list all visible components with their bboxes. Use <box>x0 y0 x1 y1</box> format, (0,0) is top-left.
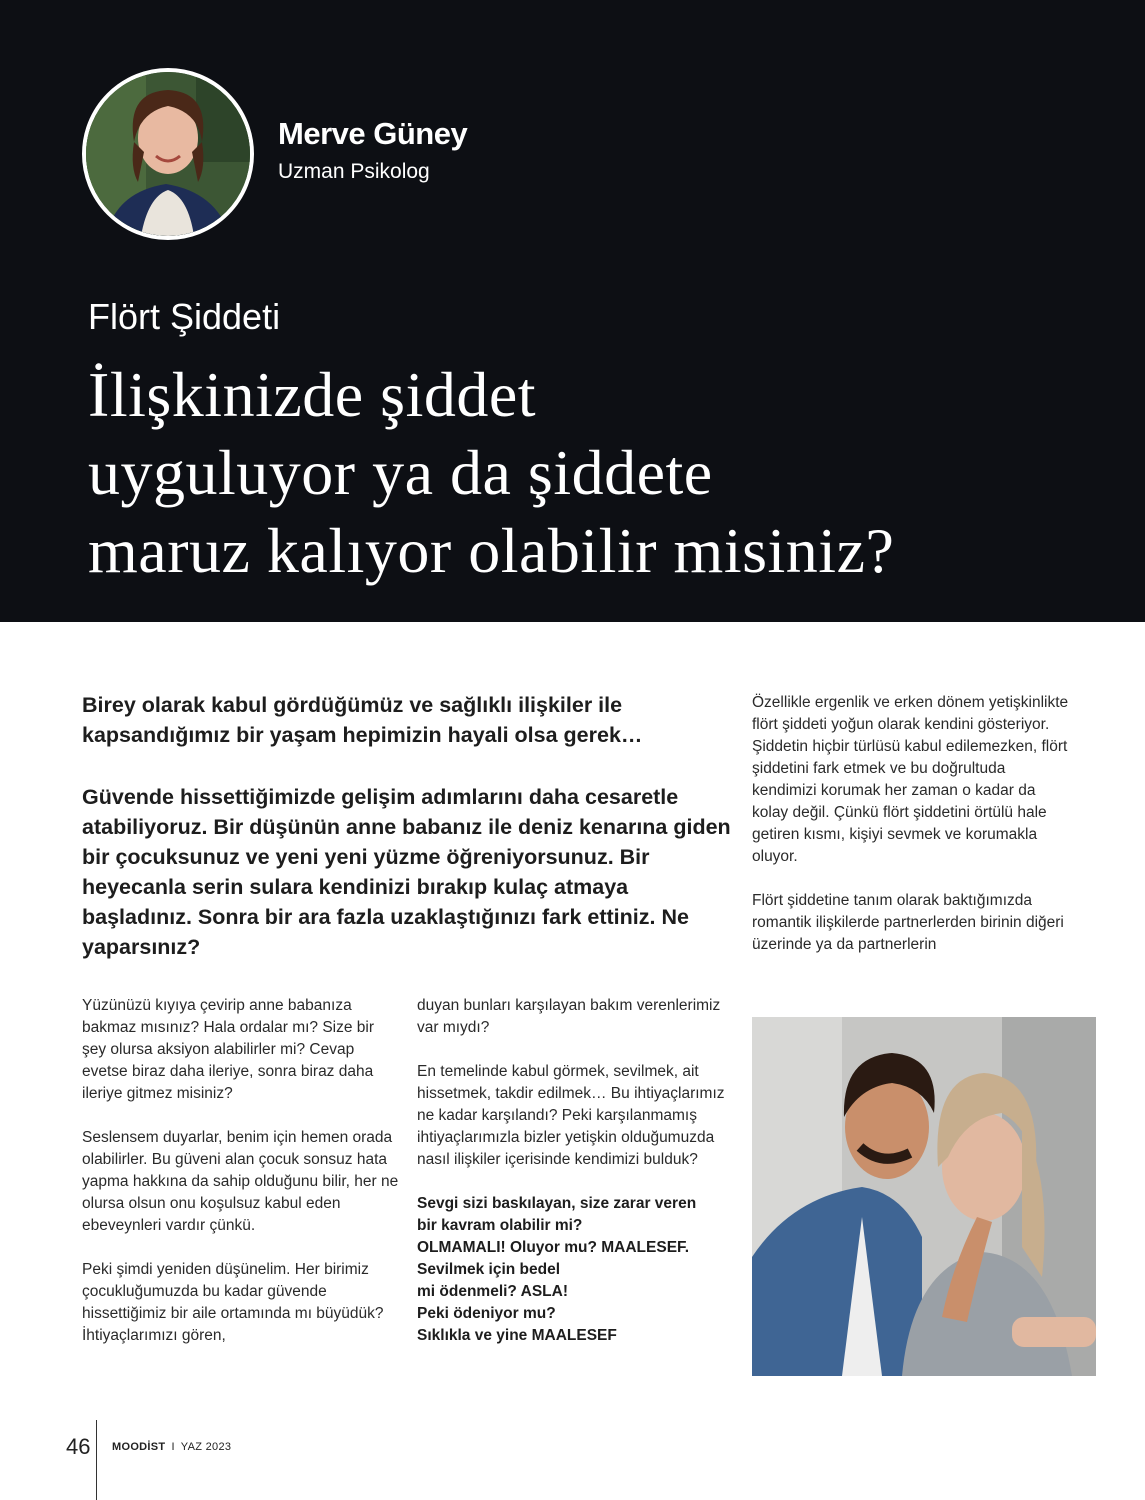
body-paragraph: Flört şiddetine tanım olarak baktığımızda romantik ilişkilerde partnerlerden birinin diğeri üzerinde ya da partnerlerin <box>752 892 1064 953</box>
callout-line: Sevilmek için bedel <box>417 1261 561 1278</box>
magazine-footer <box>112 1441 231 1453</box>
footer-divider <box>96 1420 97 1500</box>
headline-line: İlişkinizde şiddet <box>88 359 537 430</box>
body-paragraph: duyan bunları karşılayan bakım verenlerimiz var mıydı? <box>417 997 721 1036</box>
footer-separator: I <box>171 1441 175 1453</box>
bold-callout <box>417 1193 737 1347</box>
magazine-name: MOODİST <box>112 1441 166 1453</box>
callout-line: Peki ödeniyor mu? <box>417 1305 556 1322</box>
callout-line: Sıklıkla ve yine MAALESEF <box>417 1327 617 1344</box>
callout-line: bir kavram olabilir mi? <box>417 1217 583 1234</box>
body-column-3 <box>752 692 1072 978</box>
article-header <box>0 0 1145 622</box>
callout-line: Sevgi sizi baskılayan, size zarar veren <box>417 1195 697 1212</box>
intro-paragraph: Birey olarak kabul gördüğümüz ve sağlıklı ilişkiler ile kapsandığımız bir yaşam hepimizin hayali olsa gerek… <box>82 693 643 747</box>
author-role: Uzman Psikolog <box>278 160 430 183</box>
body-paragraph: Peki şimdi yeniden düşünelim. Her birimiz çocukluğumuzda bu kadar güvende hissettiğimiz bir aile ortamında mı büyüdük? İhtiyaçlarımızı gören, <box>82 1261 384 1344</box>
article-headline <box>88 356 1108 590</box>
headline-line: maruz kalıyor olabilir misiniz? <box>88 515 895 586</box>
author-avatar <box>82 68 254 240</box>
body-column-2 <box>417 995 737 1347</box>
callout-line: OLMAMALI! Oluyor mu? MAALESEF. <box>417 1239 690 1256</box>
body-paragraph: Özellikle ergenlik ve erken dönem yetişkinlikte flört şiddeti yoğun olarak kendini gösteriyor. Şiddetin hiçbir türlüsü kabul edilemezken, flört şiddetini fark etmek ve bu doğrultuda kendimizi korumak her zaman o kadar da kolay değil. Çünkü flört şiddetini örtülü hale getiren kısmı, kişiyi sevmek ve korumakla oluyor. <box>752 694 1069 865</box>
body-paragraph: Yüzünüzü kıyıya çevirip anne babanıza bakmaz mısınız? Hala ordalar mı? Size bir şey olursa aksiyon alabilirler mi? Cevap evetse biraz daha ileriye, sonra biraz daha ileriye gitmez misiniz? <box>82 997 375 1102</box>
author-name: Merve Güney <box>278 116 468 151</box>
body-column-1 <box>82 995 402 1369</box>
body-paragraph: En temelinde kabul görmek, sevilmek, ait hissetmek, takdir edilmek… Bu ihtiyaçlarımız ne kadar karşılandı? Peki karşılanmamış ihtiyaçlarımızla bizler yetişkin olduğumuzda nasıl ilişkiler içerisinde kendimizi bulduk? <box>417 1063 725 1168</box>
headline-line: uyguluyor ya da şiddete <box>88 437 713 508</box>
callout-line: mi ödenmeli? ASLA! <box>417 1283 568 1300</box>
couple-conflict-image <box>752 1017 1096 1376</box>
issue-label: YAZ 2023 <box>180 1441 232 1453</box>
page-number: 46 <box>66 1434 91 1459</box>
body-paragraph: Seslensem duyarlar, benim için hemen orada olabilirler. Bu güveni alan çocuk sonsuz hata yapma hakkına da sahip olduğunu bilir, her ne olursa olsun onu koşulsuz kabul eden ebeveynleri vardır çünkü. <box>82 1129 399 1234</box>
article-photo <box>752 1017 1096 1376</box>
author-portrait-image <box>86 72 250 236</box>
article-kicker: Flört Şiddeti <box>88 296 281 337</box>
intro-paragraph: Güvende hissettiğimizde gelişim adımlarını daha cesaretle atabiliyoruz. Bir düşünün anne babanız ile deniz kenarına giden bir çocuksunuz ve yeni yeni yüzme öğreniyorsunuz. Bir heyecanla serin sulara kendinizi bırakıp kulaç atmaya başladınız. Sonra bir ara fazla uzaklaştığınızı fark ettiniz. Ne yaparsınız? <box>82 785 731 959</box>
